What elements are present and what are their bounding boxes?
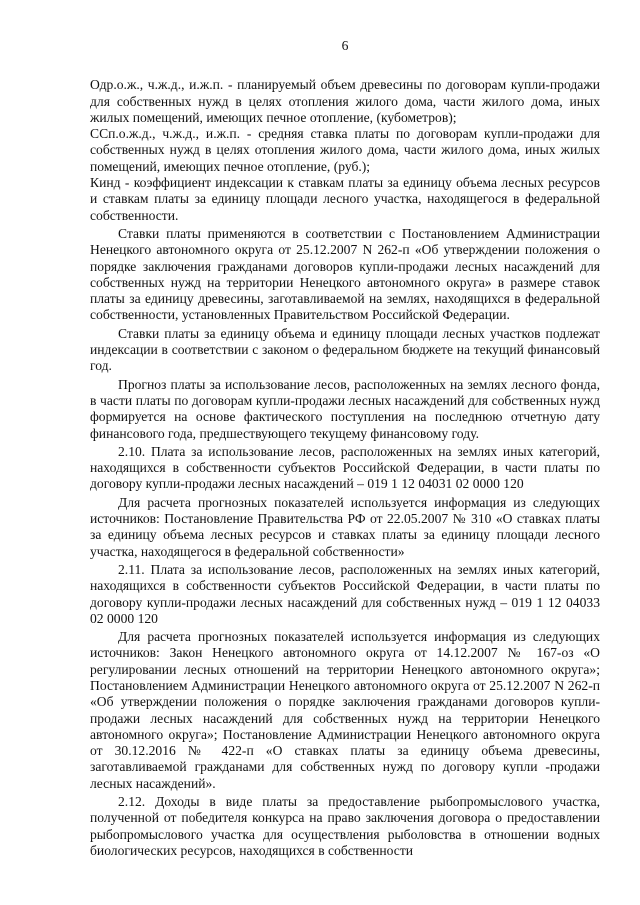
paragraph: Кинд - коэффициент индексации к ставкам платы за единицу объема лесных ресурсов и ставкам платы за единицу площади лесного участка, находящегося в федеральной собственности. bbox=[90, 175, 600, 223]
paragraph: 2.11. Плата за использование лесов, расположенных на землях иных категорий, находящихся в собственности субъектов Российской Федерации, в части платы по договору купли-продажи лесных насаждений для собственных нужд – 019 1 12 04033 02 0000 120 bbox=[90, 561, 600, 626]
paragraph: Для расчета прогнозных показателей используется информация из следующих источников: Постановление Правительства РФ от 22.05.2007 № 310 «О ставках платы за единицу объема лесных ресурсов и ставках платы за единицу площади лесного участка, находящегося в федеральной собственности» bbox=[90, 494, 600, 559]
paragraph: Ставки платы применяются в соответствии с Постановлением Администрации Ненецкого автономного округа от 25.12.2007 N 262-п «Об утверждении положения о порядке заключения гражданами договоров купли-продажи лесных насаждений для собственных нужд на территории Ненецкого автономного округа» в размере ставок платы за единицу древесины, заготавливаемой на землях, находящихся в федеральной собственности, установленных Правительством Российской Федерации. bbox=[90, 225, 600, 323]
document-body bbox=[90, 77, 600, 859]
paragraph: Одр.о.ж., ч.ж.д., и.ж.п. - планируемый объем древесины по договорам купли-продажи для собственных нужд в целях отопления жилого дома, части жилого дома, иных жилых помещений, имеющих печное отопление, (кубометров); bbox=[90, 77, 600, 125]
paragraph: Ставки платы за единицу объема и единицу площади лесных участков подлежат индексации в соответствии с законом о федеральном бюджете на текущий финансовый год. bbox=[90, 325, 600, 374]
paragraph: ССп.о.ж.д., ч.ж.д., и.ж.п. - средняя ставка платы по договорам купли-продажи для собственных нужд в целях отопления жилого дома, части жилого дома, иных жилых помещений, имеющих печное отопление, (руб.); bbox=[90, 126, 600, 174]
paragraph: 2.12. Доходы в виде платы за предоставление рыбопромыслового участка, полученной от победителя конкурса на право заключения договора о предоставлении рыбопромыслового участка для осуществления рыболовства в отношении водных биологических ресурсов, находящихся в собственности bbox=[90, 794, 600, 858]
page-number: 6 bbox=[341, 38, 349, 53]
paragraph: Для расчета прогнозных показателей используется информация из следующих источников: Закон Ненецкого автономного округа от 14.12.2007 № 167-оз «О регулировании лесных отношений на территории Ненецкого автономного округа»; Постановлением Администрации Ненецкого автономного округа от 25.12.2007 N 262-п «Об утверждении положения о порядке заключения гражданами договоров купли-продажи лесных насаждений для собственных нужд на территории Ненецкого автономного округа»; Постановление Администрации Ненецкого автономного округа от 30.12.2016 № 422-п «О ставках платы за единицу объема древесины, заготавливаемой гражданами для собственных нужд по договору купли -продажи лесных насаждений». bbox=[90, 629, 600, 791]
paragraph: Прогноз платы за использование лесов, расположенных на землях лесного фонда, в части платы по договорам купли-продажи лесных насаждений для собственных нужд формируется на основе фактического поступления на последнюю отчетную дату финансового года, предшествующего текущему финансовому году. bbox=[90, 376, 600, 441]
paragraph: 2.10. Плата за использование лесов, расположенных на землях иных категорий, находящихся в собственности субъектов Российской Федерации, в части платы по договору купли-продажи лесных насаждений – 019 1 12 04031 02 0000 120 bbox=[90, 443, 600, 492]
